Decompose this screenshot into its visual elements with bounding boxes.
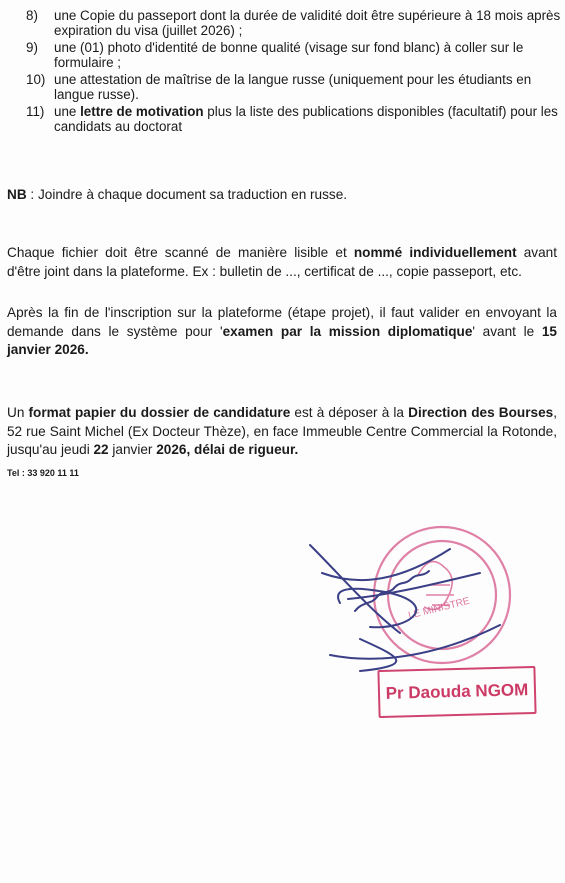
nb-note: [7, 186, 557, 205]
list-item-number: 9): [26, 40, 38, 55]
list-item-segment: plus la liste des publications disponibles (facultatif) pour les candidats au doctorat: [54, 104, 558, 134]
para3-segment: Un: [7, 405, 29, 420]
para2-segment-bold: examen par la mission diplomatique: [222, 323, 473, 339]
paragraph-validation-deadline: [7, 304, 557, 360]
list-item-segment: une: [54, 104, 81, 119]
list-item-text: [54, 72, 561, 102]
list-item-number: 8): [26, 8, 38, 23]
para3-segment: est à déposer à la: [290, 405, 409, 420]
signatory-name: Pr Daouda NGOM: [385, 680, 529, 703]
para1-segment: avant d'être joint dans la plateforme. Ex : bulletin de ..., certificat de ..., copie passeport, etc.: [7, 245, 558, 279]
list-item: [26, 104, 561, 134]
para2-segment: Après la fin de l'inscription sur la plateforme (étape projet), il faut valider en envoyant la demande dans le système pour ': [7, 305, 557, 339]
signatory-name-stamp: [377, 666, 536, 718]
list-item-segment: une attestation de maîtrise de la langue russe (uniquement pour les étudiants en langue russe).: [54, 72, 532, 102]
list-item: [26, 72, 561, 102]
para3-segment-bold: 2026, délai de rigueur.: [156, 442, 299, 457]
paragraph-file-naming: [7, 244, 557, 281]
list-item-text: [54, 8, 561, 38]
para2-segment-bold: 15 janvier 2026.: [7, 323, 557, 357]
paragraph-paper-submission: [7, 404, 557, 460]
nb-text: : Joindre à chaque document sa traduction en russe.: [26, 187, 348, 202]
para2-segment: ' avant le: [472, 323, 542, 339]
telephone-number: Tel : 33 920 11 11: [7, 468, 79, 478]
para3-segment-bold: Direction des Bourses: [408, 405, 554, 420]
para3-segment-bold: 22: [93, 442, 109, 457]
list-item-number: 10): [26, 72, 46, 87]
para3-segment-bold: format papier du dossier de candidature: [28, 405, 291, 420]
list-item-text: [54, 104, 561, 134]
para1-segment-bold: nommé individuellement: [353, 245, 517, 260]
para3-segment: , 52 rue Saint Michel (Ex Docteur Thèze), en face Immeuble Centre Commercial la Rotonde, jusqu'au jeudi: [7, 405, 557, 457]
stamp-center-text: LE MINISTRE: [407, 595, 471, 622]
list-item: [26, 40, 561, 70]
para1-segment: Chaque fichier doit être scanné de manière lisible et: [7, 245, 354, 260]
list-item-text: [54, 40, 561, 70]
list-item-number: 11): [26, 104, 45, 119]
required-documents-list: [26, 8, 561, 136]
list-item-segment: une Copie du passeport dont la durée de validité doit être supérieure à 18 mois après expiration du visa (juillet 2026) ;: [54, 8, 561, 38]
list-item-segment: lettre de motivation: [80, 104, 204, 119]
list-item: [26, 8, 561, 38]
para3-segment: janvier: [108, 442, 157, 457]
list-item-segment: une (01) photo d'identité de bonne qualité (visage sur fond blanc) à coller sur le formulaire ;: [54, 40, 524, 70]
nb-label: NB: [7, 187, 27, 202]
